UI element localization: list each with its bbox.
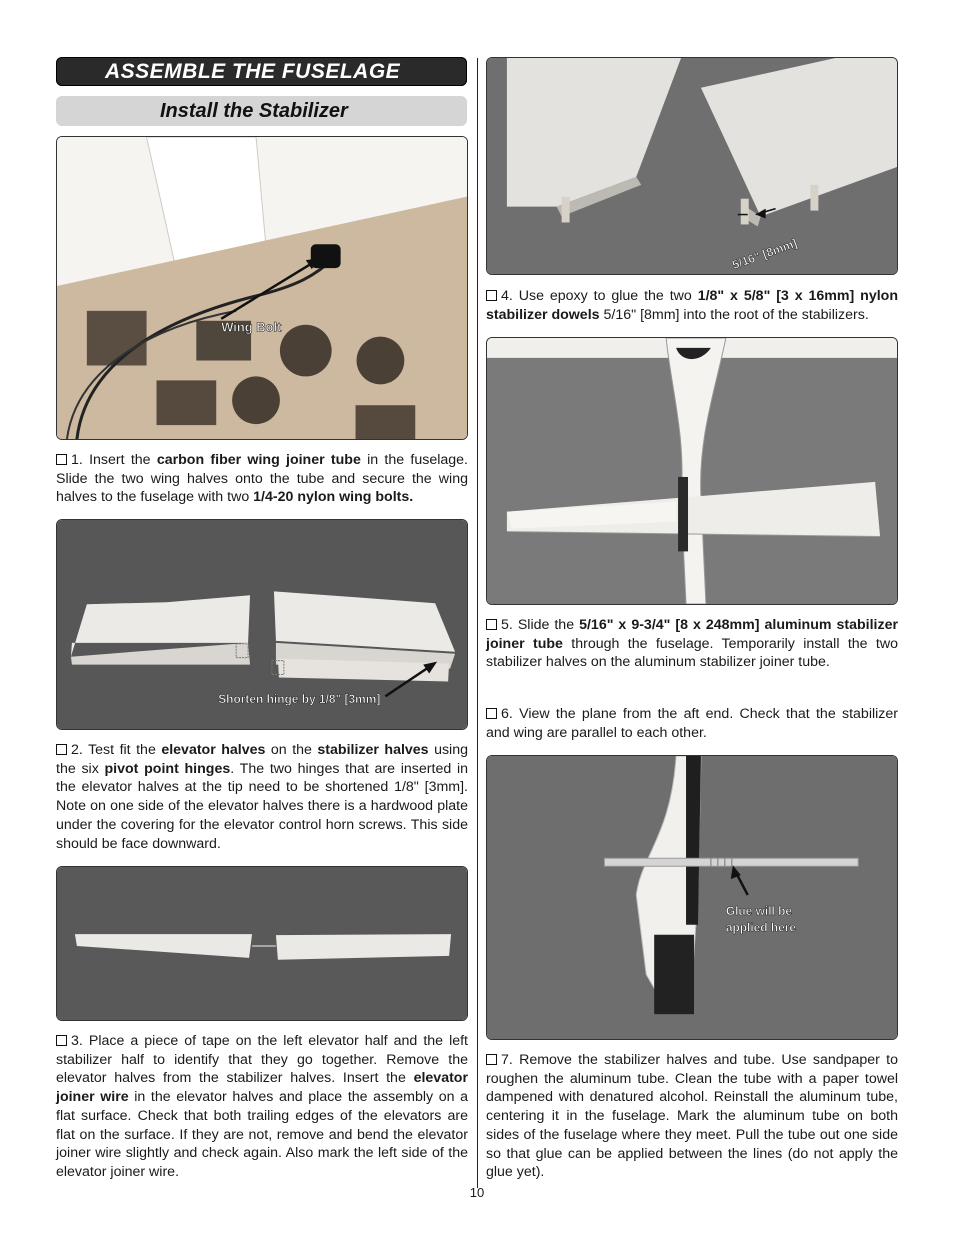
page-number: 10 <box>469 1185 485 1200</box>
photo-hinges <box>56 519 468 730</box>
glue-callout-line2: applied here <box>725 920 797 935</box>
step-6: 6. View the plane from the aft end. Check that the stabilizer and wing are parallel to each other. <box>486 706 898 741</box>
column-divider <box>477 58 478 1188</box>
step-5-checkbox[interactable] <box>486 619 497 630</box>
step-3: 3. Place a piece of tape on the left elevator half and the left stabilizer half to identify that they go together. Remove the elevator halves from the stabilizer halves. Insert the elevator joiner wire in the elevator halves and place the assembly on a flat surface. Check that both trailing edges of the elevators are flat on the surface. If they are not, remove and bend the elevator joiner wire slightly and check again. Also mark the left side of the elevator joiner wire. <box>56 1033 468 1180</box>
dowel-callout: 5/16" [8mm] <box>730 235 799 273</box>
subsection-banner: Install the Stabilizer <box>56 96 467 126</box>
photo-wing-bolt <box>56 136 468 440</box>
step-1-checkbox[interactable] <box>56 454 67 465</box>
step-1: 1. Insert the carbon fiber wing joiner tube in the fuselage. Slide the two wing halves onto the tube and secure the wing halves to the fuselage with two 1/4-20 nylon wing bolts. <box>56 452 468 506</box>
step-5: 5. Slide the 5/16" x 9-3/4" [8 x 248mm] aluminum stabilizer joiner tube through the fuselage. Temporarily install the two stabilizer halves on the aluminum stabilizer joiner tube. <box>486 617 898 671</box>
step-2: 2. Test fit the elevator halves on the stabilizer halves using the six pivot point hinges. The two hinges that are inserted in the elevator halves at the tip need to be shortened 1/8" [3mm]. Note on one side of the elevator halves there is a hardwood plate under the covering for the elevator control horn screws. This side should be face downward. <box>56 742 469 852</box>
step-7-checkbox[interactable] <box>486 1054 497 1065</box>
step-4: 4. Use epoxy to glue the two 1/8" x 5/8" [3 x 16mm] nylon stabilizer dowels 5/16" [8mm] into the root of the stabilizers. <box>486 288 898 323</box>
step-6-checkbox[interactable] <box>486 708 497 719</box>
photo-elevator-joiner <box>56 866 468 1021</box>
wing-bolt-callout: Wing Bolt <box>221 319 282 335</box>
hinge-callout: Shorten hinge by 1/8" [3mm] <box>218 692 381 707</box>
photo-aft-view <box>486 337 898 605</box>
photo-stabilizer-dowels <box>486 57 898 275</box>
section-banner: ASSEMBLE THE FUSELAGE <box>56 57 467 86</box>
photo-glue-area <box>486 755 898 1040</box>
step-2-checkbox[interactable] <box>56 744 67 755</box>
glue-callout-line1: Glue will be <box>725 903 793 918</box>
step-3-checkbox[interactable] <box>56 1035 67 1046</box>
step-4-checkbox[interactable] <box>486 290 497 301</box>
step-7: 7. Remove the stabilizer halves and tube. Use sandpaper to roughen the aluminum tube. Clean the tube with a paper towel dampened with denatured alcohol. Reinstall the aluminum tube, centering it in the fuselage. Mark the aluminum tube on both sides of the fuselage where they meet. Pull the tube out one side so that glue can be applied between the lines (do not apply the glue yet). <box>486 1052 898 1181</box>
